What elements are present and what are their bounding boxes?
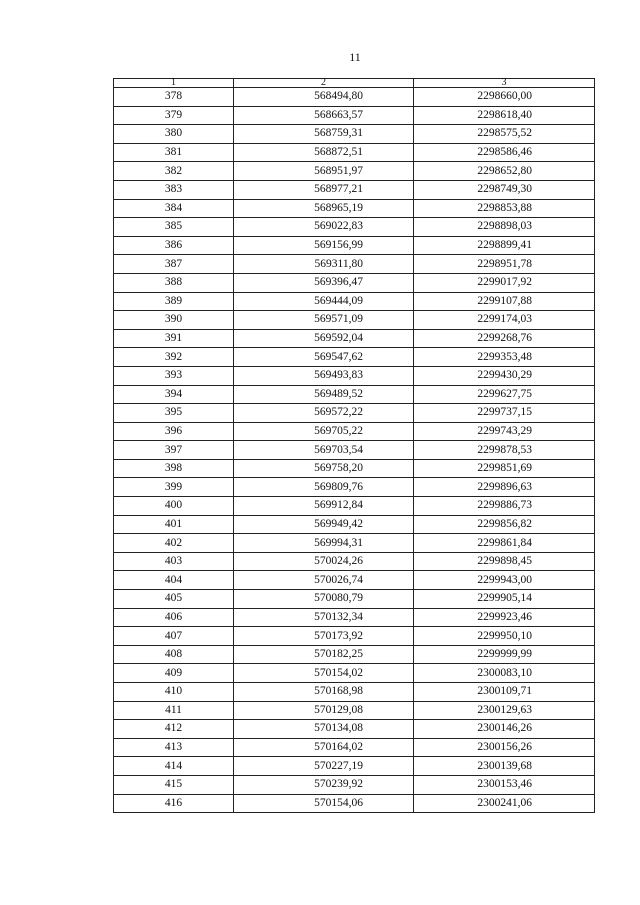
y-coordinate-cell: 2299430,29 <box>414 366 595 385</box>
y-coordinate-cell: 2300129,63 <box>414 701 595 720</box>
coordinates-table <box>113 78 595 813</box>
table-row <box>114 794 595 813</box>
x-coordinate-cell: 568977,21 <box>234 180 414 199</box>
x-coordinate-cell: 569758,20 <box>234 459 414 478</box>
y-coordinate-cell: 2299905,14 <box>414 590 595 609</box>
y-coordinate-cell: 2299856,82 <box>414 515 595 534</box>
y-coordinate-cell: 2299353,48 <box>414 348 595 367</box>
table-row <box>114 441 595 460</box>
table-row <box>114 645 595 664</box>
y-coordinate-cell: 2300139,68 <box>414 757 595 776</box>
table-row <box>114 385 595 404</box>
point-number-cell: 392 <box>114 348 234 367</box>
x-coordinate-cell: 569912,84 <box>234 497 414 516</box>
x-coordinate-cell: 570080,79 <box>234 590 414 609</box>
column-header-2: 2 <box>234 79 414 88</box>
x-coordinate-cell: 570024,26 <box>234 552 414 571</box>
y-coordinate-cell: 2298575,52 <box>414 125 595 144</box>
x-coordinate-cell: 569949,42 <box>234 515 414 534</box>
y-coordinate-cell: 2298951,78 <box>414 255 595 274</box>
x-coordinate-cell: 569547,62 <box>234 348 414 367</box>
x-coordinate-cell: 569592,04 <box>234 329 414 348</box>
y-coordinate-cell: 2300156,26 <box>414 738 595 757</box>
x-coordinate-cell: 569156,99 <box>234 236 414 255</box>
table-row <box>114 738 595 757</box>
y-coordinate-cell: 2298586,46 <box>414 143 595 162</box>
y-coordinate-cell: 2299896,63 <box>414 478 595 497</box>
table-row <box>114 534 595 553</box>
point-number-cell: 384 <box>114 199 234 218</box>
table-row <box>114 664 595 683</box>
y-coordinate-cell: 2298618,40 <box>414 106 595 125</box>
table-row <box>114 404 595 423</box>
x-coordinate-cell: 570129,08 <box>234 701 414 720</box>
x-coordinate-cell: 569489,52 <box>234 385 414 404</box>
x-coordinate-cell: 570026,74 <box>234 571 414 590</box>
x-coordinate-cell: 569571,09 <box>234 311 414 330</box>
table-row <box>114 199 595 218</box>
x-coordinate-cell: 568951,97 <box>234 162 414 181</box>
table-row <box>114 236 595 255</box>
point-number-cell: 404 <box>114 571 234 590</box>
y-coordinate-cell: 2299886,73 <box>414 497 595 516</box>
y-coordinate-cell: 2300241,06 <box>414 794 595 813</box>
point-number-cell: 409 <box>114 664 234 683</box>
y-coordinate-cell: 2300083,10 <box>414 664 595 683</box>
column-header-3: 3 <box>414 79 595 88</box>
table-row <box>114 515 595 534</box>
table-row <box>114 571 595 590</box>
table-row <box>114 218 595 237</box>
table-row <box>114 366 595 385</box>
y-coordinate-cell: 2299861,84 <box>414 534 595 553</box>
x-coordinate-cell: 569994,31 <box>234 534 414 553</box>
point-number-cell: 386 <box>114 236 234 255</box>
x-coordinate-cell: 568494,80 <box>234 88 414 107</box>
x-coordinate-cell: 570134,08 <box>234 720 414 739</box>
point-number-cell: 394 <box>114 385 234 404</box>
point-number-cell: 405 <box>114 590 234 609</box>
point-number-cell: 416 <box>114 794 234 813</box>
point-number-cell: 388 <box>114 273 234 292</box>
y-coordinate-cell: 2299737,15 <box>414 404 595 423</box>
y-coordinate-cell: 2298749,30 <box>414 180 595 199</box>
point-number-cell: 400 <box>114 497 234 516</box>
y-coordinate-cell: 2299898,45 <box>414 552 595 571</box>
x-coordinate-cell: 570132,34 <box>234 608 414 627</box>
table-row <box>114 478 595 497</box>
y-coordinate-cell: 2299950,10 <box>414 627 595 646</box>
y-coordinate-cell: 2299923,46 <box>414 608 595 627</box>
y-coordinate-cell: 2299878,53 <box>414 441 595 460</box>
x-coordinate-cell: 569311,80 <box>234 255 414 274</box>
point-number-cell: 396 <box>114 422 234 441</box>
point-number-cell: 415 <box>114 775 234 794</box>
table-row <box>114 627 595 646</box>
point-number-cell: 397 <box>114 441 234 460</box>
table-row <box>114 162 595 181</box>
y-coordinate-cell: 2299107,88 <box>414 292 595 311</box>
point-number-cell: 379 <box>114 106 234 125</box>
table-row <box>114 459 595 478</box>
table-row <box>114 683 595 702</box>
point-number-cell: 383 <box>114 180 234 199</box>
point-number-cell: 380 <box>114 125 234 144</box>
point-number-cell: 390 <box>114 311 234 330</box>
point-number-cell: 385 <box>114 218 234 237</box>
table-row <box>114 125 595 144</box>
y-coordinate-cell: 2299743,29 <box>414 422 595 441</box>
x-coordinate-cell: 568759,31 <box>234 125 414 144</box>
table-row <box>114 775 595 794</box>
table-row <box>114 497 595 516</box>
y-coordinate-cell: 2300153,46 <box>414 775 595 794</box>
table-row <box>114 720 595 739</box>
x-coordinate-cell: 570154,02 <box>234 664 414 683</box>
table-header-row <box>114 79 595 88</box>
x-coordinate-cell: 570227,19 <box>234 757 414 776</box>
table-row <box>114 701 595 720</box>
point-number-cell: 389 <box>114 292 234 311</box>
x-coordinate-cell: 569572,22 <box>234 404 414 423</box>
x-coordinate-cell: 569396,47 <box>234 273 414 292</box>
x-coordinate-cell: 570239,92 <box>234 775 414 794</box>
y-coordinate-cell: 2298898,03 <box>414 218 595 237</box>
point-number-cell: 398 <box>114 459 234 478</box>
table-row <box>114 348 595 367</box>
x-coordinate-cell: 570173,92 <box>234 627 414 646</box>
point-number-cell: 408 <box>114 645 234 664</box>
y-coordinate-cell: 2298660,00 <box>414 88 595 107</box>
y-coordinate-cell: 2298853,88 <box>414 199 595 218</box>
point-number-cell: 403 <box>114 552 234 571</box>
point-number-cell: 413 <box>114 738 234 757</box>
y-coordinate-cell: 2298652,80 <box>414 162 595 181</box>
point-number-cell: 378 <box>114 88 234 107</box>
table-row <box>114 292 595 311</box>
table-row <box>114 88 595 107</box>
table-row <box>114 180 595 199</box>
y-coordinate-cell: 2299268,76 <box>414 329 595 348</box>
y-coordinate-cell: 2299174,03 <box>414 311 595 330</box>
x-coordinate-cell: 570154,06 <box>234 794 414 813</box>
x-coordinate-cell: 569705,22 <box>234 422 414 441</box>
x-coordinate-cell: 569444,09 <box>234 292 414 311</box>
table-row <box>114 757 595 776</box>
point-number-cell: 407 <box>114 627 234 646</box>
column-header-1: 1 <box>114 79 234 88</box>
point-number-cell: 382 <box>114 162 234 181</box>
table-row <box>114 552 595 571</box>
x-coordinate-cell: 568965,19 <box>234 199 414 218</box>
table-row <box>114 106 595 125</box>
point-number-cell: 402 <box>114 534 234 553</box>
x-coordinate-cell: 569493,83 <box>234 366 414 385</box>
x-coordinate-cell: 570182,25 <box>234 645 414 664</box>
x-coordinate-cell: 568663,57 <box>234 106 414 125</box>
y-coordinate-cell: 2299999,99 <box>414 645 595 664</box>
x-coordinate-cell: 570168,98 <box>234 683 414 702</box>
x-coordinate-cell: 569022,83 <box>234 218 414 237</box>
y-coordinate-cell: 2299851,69 <box>414 459 595 478</box>
point-number-cell: 412 <box>114 720 234 739</box>
x-coordinate-cell: 569703,54 <box>234 441 414 460</box>
point-number-cell: 401 <box>114 515 234 534</box>
x-coordinate-cell: 568872,51 <box>234 143 414 162</box>
point-number-cell: 414 <box>114 757 234 776</box>
table-row <box>114 608 595 627</box>
table-row <box>114 422 595 441</box>
point-number-cell: 411 <box>114 701 234 720</box>
point-number-cell: 406 <box>114 608 234 627</box>
y-coordinate-cell: 2300146,26 <box>414 720 595 739</box>
y-coordinate-cell: 2298899,41 <box>414 236 595 255</box>
point-number-cell: 391 <box>114 329 234 348</box>
point-number-cell: 395 <box>114 404 234 423</box>
x-coordinate-cell: 570164,02 <box>234 738 414 757</box>
point-number-cell: 410 <box>114 683 234 702</box>
table-row <box>114 255 595 274</box>
y-coordinate-cell: 2299943,00 <box>414 571 595 590</box>
page-number: 11 <box>349 50 361 64</box>
table-row <box>114 329 595 348</box>
point-number-cell: 393 <box>114 366 234 385</box>
table-row <box>114 143 595 162</box>
point-number-cell: 399 <box>114 478 234 497</box>
y-coordinate-cell: 2299627,75 <box>414 385 595 404</box>
point-number-cell: 387 <box>114 255 234 274</box>
x-coordinate-cell: 569809,76 <box>234 478 414 497</box>
point-number-cell: 381 <box>114 143 234 162</box>
y-coordinate-cell: 2300109,71 <box>414 683 595 702</box>
table-row <box>114 273 595 292</box>
y-coordinate-cell: 2299017,92 <box>414 273 595 292</box>
table-row <box>114 311 595 330</box>
table-row <box>114 590 595 609</box>
